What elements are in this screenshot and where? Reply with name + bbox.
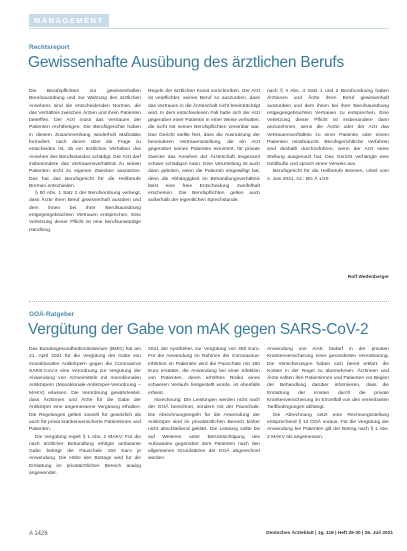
article1-column-2 bbox=[148, 88, 260, 254]
article2-col3-paragraph: Anwendung von mAK bedarf in der privaten Krankenversicherung einer gesonderten Vereinbarung. Die Versicherungen haben sich bereit erklärt, die Kosten in der Regel zu übernehmen. Ärztinnen und Ärzte sollten ihre Patientinnen und Patienten vor Beginn der Behandlung darüber informieren, dass die Erstattung der Kosten durch die private Krankenversicherung im Einzelfall von den vereinbarten Tarifbedingungen abhängt. bbox=[267, 347, 389, 411]
article2-col2-paragraph: Abrechnung: Die Leistungen werden nicht nach der GOÄ berechnet, sondern mit der Pauschale. Die Abrechnungsregeln für die Anwendung der Antikörper sind im privatärztlichen Bereich bisher nicht abschließend geklärt. Die Leistung sollte bis auf Weiteres unter Berücksichtigung des Aufwandes gegenüber dem Patienten nach den allgemeinen Grundsätzen der GOÄ abgerechnet werden. bbox=[148, 398, 260, 462]
article1-col3-source: Berufsgericht für die Heilberufe Bremen, Urteil vom 4. Juni 2021, Az.: BG Ä 1/20 bbox=[267, 169, 389, 182]
article1-kicker: Rechtsreport bbox=[29, 44, 70, 51]
section-label: MANAGEMENT bbox=[29, 14, 109, 27]
article1-column-1 bbox=[29, 88, 141, 261]
article1-col1-paragraph: Die Berufspflichten zur gewissenhaften Berufsausübung und zur Wahrung des ärztlichen Ansehens sind die entscheidenden Normen, die das Verhältnis zwischen Ärzten und ihren Patienten betreffen. Der Arzt muss das Vertrauen der Patienten rechtfertigen. Die Berufsgerichte haben in diesem Zusammenhang wiederholt Maßstäbe formuliert, nach denen über die Frage zu entscheiden ist, ob ein ärztliches Verhalten das Ansehen des Berufsstandes schädigt. Der Arzt darf insbesondere das Vertrauensverhältnis zu seinen Patienten nicht zu eigenen Zwecken ausnutzen. Das hat das Berufsgericht für die Heilberufe Bremen entschieden. bbox=[29, 89, 141, 189]
article1-signature: Rolf Wedenberger bbox=[347, 275, 389, 280]
article1-col2-paragraph: Regeln der ärztlichen Kunst vorschreiben. Der Arzt ist verpflichtet, seinen Beruf so auszuüben, dass das Vertrauen in die Ärzteschaft nicht beeinträchtigt wird. In dem entschiedenen Fall hatte sich der Arzt gegenüber einer Patientin in einer Weise verhalten, die nicht mit seinen Berufspflichten vereinbar war. Das Gericht stellte fest, dass die Ausnutzung der besonderen Vertrauensstellung, die ein Arzt gegenüber seinen Patienten einnimmt, für private Zwecke das Ansehen der Ärzteschaft insgesamt schwer schädigen kann. Eine Verurteilung ist auch dann geboten, wenn die Patientin eingewilligt hat, denn die Abhängigkeit im Behandlungsverhältnis lässt eine freie Entscheidung zweifelhaft erscheinen. Die Berufspflichten gelten auch außerhalb der eigentlichen Sprechstunde. bbox=[148, 89, 260, 204]
article2-col3-paragraph: Die Abrechnung setzt eine Rechnungsstellung entsprechend § 12 GOÄ voraus. Für die Vergütung der Anwendung bei Patienten gilt der Betrag nach § 1 Abs. 2 MAKV als angemessen. bbox=[267, 412, 389, 440]
article1-col3-paragraph: nach § 4 Abs. 3 Satz 1 und 2 Berufsordnung haben Ärztinnen und Ärzte ihren Beruf gewissenhaft auszuüben und dem ihnen bei ihrer Berufsausübung entgegengebrachten Vertrauen zu entsprechen. Eine Verletzung dieser Pflicht ist insbesondere dann anzunehmen, wenn die Ärztin oder der Arzt das Vertrauensverhältnis zu einer Patientin oder einem Patienten missbraucht. Berufsgerichtliche Verfahren sind deshalb durchzuführen, wenn der Arzt seine Stellung ausgenutzt hat. Das Gericht verhängte eine Geldbuße und sprach einen Verweis aus. bbox=[267, 89, 389, 167]
article2-column-2 bbox=[148, 346, 260, 524]
article2-title: Vergütung der Gabe von mAK gegen SARS-CoV-2 bbox=[28, 321, 369, 338]
article2-col1-paragraph: Das Bundesgesundheitsministerium (BMG) hat am 21. April 2021 für die Vergütung der Gabe von monoklonalen Antikörpern gegen die Coronavirus SARS-CoV-2 eine Verordnung zur Vergütung der Anwendung von Arzneimitteln mit monoklonalen Antikörpern (Monoklonale-Antikörper-Verordnung – MAKV) erlassen. Die Verordnung gewährleistet, dass Ärztinnen und Ärzte für die Gabe der Antikörper eine angemessene Vergütung erhalten. Die Regelungen gelten sowohl für gesetzlich als auch für privat krankenversicherte Patientinnen und Patienten. bbox=[29, 347, 141, 433]
journal-citation: Deutsches Ärzteblatt | Jg. 118 | Heft 29-30 | 26. Juli 2021 bbox=[266, 531, 393, 536]
article2-col2-paragraph: 2021 der Apotheker, zur Vergütung von 450 Euro. Für die Anwendung im Rahmen der Coronavirus-Infektion im Patienten wird die Pauschale mit 150 Euro erstattet, die Anwendung bei einer Infektion von Patienten, deren erhöhtes Risiko eines schweren Verlaufs festgestellt wurde, ist ebenfalls erfasst. bbox=[148, 347, 260, 396]
header-rule bbox=[29, 28, 389, 29]
article2-col1-paragraph: Die Vergütung regelt § 1 Abs. 2 MAKV: Für die nach ärztlicher Behandlung erfolgte ambulante Gabe beträgt die Pauschale 150 Euro je Anwendung. Die Höhe des Betrags wird für die Erstattung im privatärztlichen Bereich analog angewendet. bbox=[29, 434, 141, 477]
article-separator bbox=[29, 301, 389, 302]
article1-column-3 bbox=[267, 88, 389, 270]
article1-title: Gewissenhafte Ausübung des ärztlichen Berufs bbox=[28, 54, 345, 71]
page-header bbox=[29, 14, 109, 27]
article2-column-3 bbox=[267, 346, 389, 524]
article1-col1-paragraph: § 50 Abs. 1 Satz 2 der Berufsordnung verlangt, dass Ärzte ihren Beruf gewissenhaft ausüben und dem ihnen bei ihrer Berufsausübung entgegengebrachten Vertrauen entsprechen. Eine Verletzung dieser Pflicht ist eine berufsunwürdige Handlung. bbox=[29, 191, 141, 233]
article2-column-1 bbox=[29, 346, 141, 524]
page-number: A 1426 bbox=[29, 531, 48, 537]
article2-kicker: GOÄ-Ratgeber bbox=[29, 311, 75, 318]
